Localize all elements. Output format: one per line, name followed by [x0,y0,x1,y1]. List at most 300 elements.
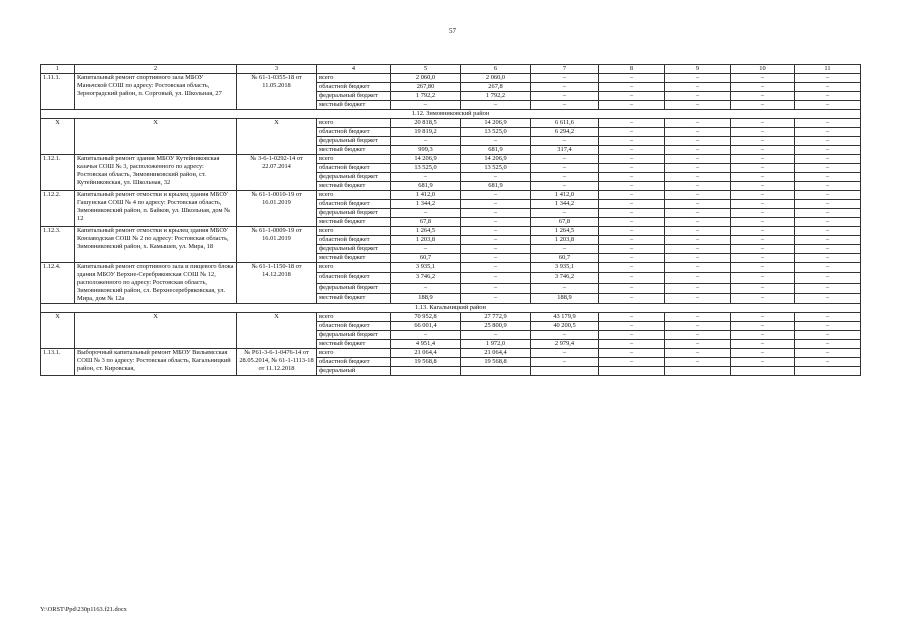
budget-source: федеральный [317,367,391,376]
budget-source: местный бюджет [317,254,391,263]
value-empty-year [665,367,731,376]
value-col6: 681,9 [461,146,531,155]
value-empty-year: – [665,155,731,164]
value-col6: – [461,331,531,340]
value-empty-year: – [795,358,861,367]
value-empty-year: – [731,191,795,200]
section-title: 1.12. Зимовниковский район [41,110,861,119]
value-total: – [391,209,461,218]
value-empty-year: – [795,74,861,83]
budget-source: областной бюджет [317,273,391,283]
value-empty-year: – [665,283,731,293]
budget-source: всего [317,119,391,128]
value-empty-year: – [665,119,731,128]
column-header: 11 [795,65,861,74]
value-col6: – [461,227,531,236]
value-empty-year [795,367,861,376]
value-total: – [391,137,461,146]
value-empty-year: – [731,218,795,227]
value-empty-year: – [665,137,731,146]
value-col7: – [531,209,599,218]
value-col6: – [461,191,531,200]
value-col7: 43 179,9 [531,313,599,322]
value-empty-year: – [731,245,795,254]
column-header: 3 [237,65,317,74]
value-col6: – [461,283,531,293]
item-name: Х [75,313,237,349]
value-empty-year: – [599,182,665,191]
value-total: 70 952,8 [391,313,461,322]
value-empty-year: – [599,191,665,200]
table-row [41,349,861,358]
item-document: № 3-6-1-0292-14 от 22.07.2014 [237,155,317,191]
value-empty-year: – [665,349,731,358]
section-row [41,110,861,119]
value-total: 67,8 [391,218,461,227]
value-empty-year: – [731,173,795,182]
value-empty-year: – [665,313,731,322]
column-header: 7 [531,65,599,74]
item-number: 1.12.3. [41,227,75,263]
column-header: 4 [317,65,391,74]
item-name: Х [75,119,237,155]
budget-source: областной бюджет [317,322,391,331]
value-empty-year: – [665,83,731,92]
value-col7: 3 746,2 [531,273,599,283]
value-empty-year: – [731,137,795,146]
value-col6: 19 568,8 [461,358,531,367]
value-col6: – [461,293,531,303]
column-header: 5 [391,65,461,74]
value-empty-year: – [599,137,665,146]
item-number: 1.12.2. [41,191,75,227]
value-empty-year: – [731,227,795,236]
column-header: 10 [731,65,795,74]
value-empty-year: – [599,155,665,164]
value-total: – [391,331,461,340]
value-empty-year: – [731,155,795,164]
value-empty-year: – [599,331,665,340]
value-empty-year: – [599,340,665,349]
value-total: 1 412,0 [391,191,461,200]
value-empty-year: – [665,92,731,101]
budget-source: федеральный бюджет [317,245,391,254]
value-empty-year: – [599,358,665,367]
value-col6: – [461,218,531,227]
section-title: 1.13. Кагальницкий район [41,304,861,313]
table-row [41,263,861,273]
value-col6: 681,9 [461,182,531,191]
item-document: № 61-1-0009-19 от 16.01.2019 [237,227,317,263]
value-empty-year: – [665,263,731,273]
value-empty-year: – [665,273,731,283]
value-empty-year: – [731,146,795,155]
item-name: Капитальный ремонт спортивного зала МБОУ Маньчской СОШ по адресу: Ростовская область, Зерноградский район, п. Сорговый, ул. Школьная, 27 [75,74,237,110]
budget-source: федеральный бюджет [317,331,391,340]
value-empty-year: – [599,200,665,209]
value-total: 21 064,4 [391,349,461,358]
value-empty-year: – [599,128,665,137]
value-col7: – [531,101,599,110]
column-header: 6 [461,65,531,74]
budget-source: федеральный бюджет [317,209,391,218]
value-col6: – [461,173,531,182]
value-total: 1 344,2 [391,200,461,209]
value-col6: – [461,263,531,273]
value-total: 19 819,2 [391,128,461,137]
item-name: Капитальный ремонт отмостки и крылец здания МБОУ Гашунская СОШ № 4 по адресу: Ростовская область, Зимовниковский район, п. Байков, ул. Школьная, дом № 12 [75,191,237,227]
section-row [41,304,861,313]
value-empty-year: – [795,293,861,303]
value-empty-year: – [665,236,731,245]
value-empty-year [731,367,795,376]
value-empty-year: – [795,164,861,173]
value-empty-year: – [665,101,731,110]
value-total: 3 746,2 [391,273,461,283]
budget-source: областной бюджет [317,358,391,367]
value-empty-year: – [731,101,795,110]
value-total: 3 935,1 [391,263,461,273]
value-total: 1 264,5 [391,227,461,236]
value-empty-year: – [599,209,665,218]
value-empty-year: – [795,128,861,137]
value-empty-year: – [731,322,795,331]
value-col6: 2 060,0 [461,74,531,83]
budget-source: местный бюджет [317,101,391,110]
value-empty-year: – [599,227,665,236]
value-empty-year: – [795,283,861,293]
budget-source: местный бюджет [317,293,391,303]
value-empty-year: – [795,191,861,200]
value-empty-year: – [731,254,795,263]
budget-source: областной бюджет [317,200,391,209]
value-empty-year: – [795,263,861,273]
budget-source: федеральный бюджет [317,173,391,182]
value-empty-year: – [795,173,861,182]
budget-source: всего [317,155,391,164]
value-empty-year: – [795,101,861,110]
value-col7 [531,367,599,376]
value-col7: – [531,283,599,293]
table-row [41,74,861,83]
value-col7: – [531,164,599,173]
value-total: – [391,283,461,293]
value-empty-year: – [795,227,861,236]
value-empty-year: – [665,340,731,349]
budget-source: всего [317,227,391,236]
value-empty-year: – [731,164,795,173]
value-empty-year: – [599,313,665,322]
value-empty-year: – [795,245,861,254]
value-empty-year: – [731,74,795,83]
item-number: 1.11.1. [41,74,75,110]
value-empty-year: – [599,349,665,358]
value-col7: 60,7 [531,254,599,263]
value-total: 19 568,8 [391,358,461,367]
budget-source: областной бюджет [317,83,391,92]
item-name: Капитальный ремонт спортивного зала и пищевого блока здания МБОУ Верхне-Серебряковская СОШ № 12, расположенного по адресу: Ростовская область, Зимовниковский район, сл. Верхнесеребряковская, ул. Мира, дом № 12а [75,263,237,304]
value-col6: 267,8 [461,83,531,92]
item-document: Х [237,313,317,349]
value-empty-year: – [795,137,861,146]
value-col7: 2 979,4 [531,340,599,349]
value-empty-year: – [795,322,861,331]
value-empty-year: – [665,128,731,137]
value-total [391,367,461,376]
value-col7: 1 344,2 [531,200,599,209]
value-empty-year: – [665,191,731,200]
budget-source: областной бюджет [317,164,391,173]
value-col7: 3 935,1 [531,263,599,273]
column-header: 8 [599,65,665,74]
value-empty-year: – [795,182,861,191]
value-empty-year [599,367,665,376]
value-total: – [391,101,461,110]
budget-source: областной бюджет [317,128,391,137]
table-row [41,313,861,322]
value-col6: 1 972,0 [461,340,531,349]
value-empty-year: – [665,182,731,191]
value-empty-year: – [665,358,731,367]
value-empty-year: – [599,293,665,303]
value-empty-year: – [599,236,665,245]
value-total: 188,9 [391,293,461,303]
value-empty-year: – [599,283,665,293]
item-document: № 61-1-0355-18 от 11.05.2018 [237,74,317,110]
value-col7: – [531,349,599,358]
value-empty-year: – [731,200,795,209]
budget-source: местный бюджет [317,146,391,155]
value-total: – [391,245,461,254]
value-empty-year: – [599,322,665,331]
value-total: 999,3 [391,146,461,155]
item-document: № 61-1-0010-19 от 16.01.2019 [237,191,317,227]
value-col7: 67,8 [531,218,599,227]
value-col7: 1 203,8 [531,236,599,245]
table-row [41,119,861,128]
value-empty-year: – [731,236,795,245]
value-empty-year: – [795,349,861,358]
page-number: 57 [449,27,456,35]
value-empty-year: – [665,173,731,182]
value-empty-year: – [665,227,731,236]
value-empty-year: – [599,146,665,155]
value-empty-year: – [599,218,665,227]
value-col7: 317,4 [531,146,599,155]
budget-source: всего [317,313,391,322]
column-header: 9 [665,65,731,74]
value-empty-year: – [599,101,665,110]
value-col6: 21 064,4 [461,349,531,358]
value-empty-year: – [599,92,665,101]
budget-source: местный бюджет [317,182,391,191]
value-empty-year: – [795,200,861,209]
value-col7: – [531,92,599,101]
table-body [41,74,861,376]
value-empty-year: – [731,293,795,303]
value-col6: 27 772,9 [461,313,531,322]
value-empty-year: – [731,331,795,340]
value-empty-year: – [731,92,795,101]
value-empty-year: – [665,200,731,209]
budget-source: всего [317,349,391,358]
value-empty-year: – [795,313,861,322]
value-empty-year: – [665,218,731,227]
value-empty-year: – [665,322,731,331]
value-empty-year: – [795,236,861,245]
table-row [41,191,861,200]
value-empty-year: – [731,209,795,218]
value-empty-year: – [731,273,795,283]
value-empty-year: – [665,164,731,173]
value-empty-year: – [731,128,795,137]
file-path-footer: Y:\ORST\Ppd\230p1163.f21.docx [40,606,127,613]
value-empty-year: – [795,273,861,283]
value-col6: – [461,200,531,209]
value-col7: – [531,137,599,146]
value-empty-year: – [731,340,795,349]
item-number: 1.12.4. [41,263,75,304]
value-col7: – [531,182,599,191]
value-col7: – [531,155,599,164]
value-empty-year: – [795,83,861,92]
value-empty-year: – [665,146,731,155]
value-empty-year: – [795,155,861,164]
item-name: Выборочный капитальный ремонт МБОУ Вильямсская СОШ № 3 по адресу: Ростовская область, Кагальницкий район, ст. Кировская, [75,349,237,376]
value-col6: – [461,254,531,263]
value-col6: 13 525,0 [461,164,531,173]
value-col6: – [461,137,531,146]
value-empty-year: – [599,273,665,283]
value-empty-year: – [665,293,731,303]
value-col7: – [531,83,599,92]
value-total: 1 792,2 [391,92,461,101]
value-total: 20 818,5 [391,119,461,128]
value-total: – [391,173,461,182]
value-col7: – [531,245,599,254]
budget-source: всего [317,263,391,273]
value-col7: 6 611,6 [531,119,599,128]
value-empty-year: – [795,331,861,340]
budget-source: местный бюджет [317,340,391,349]
item-number: 1.12.1. [41,155,75,191]
value-total: 1 203,8 [391,236,461,245]
value-empty-year: – [665,209,731,218]
value-total: 14 206,9 [391,155,461,164]
value-empty-year: – [599,173,665,182]
value-empty-year: – [795,340,861,349]
value-col6: – [461,209,531,218]
item-document: № Р61-3-6-1-0476-14 от 28.05.2014, № 61-1-1113-18 от 11.12.2018 [237,349,317,376]
value-col6: – [461,101,531,110]
value-empty-year: – [599,254,665,263]
value-empty-year: – [795,254,861,263]
table-row [41,155,861,164]
value-total: 4 951,4 [391,340,461,349]
value-total: 681,9 [391,182,461,191]
value-empty-year: – [599,164,665,173]
column-header: 1 [41,65,75,74]
value-col7: 188,9 [531,293,599,303]
value-empty-year: – [731,358,795,367]
value-col6: 14 206,9 [461,119,531,128]
value-empty-year: – [795,146,861,155]
value-empty-year: – [731,182,795,191]
item-name: Капитальный ремонт здания МБОУ Кутейниковская казачья СОШ № 3, расположенного по адресу: Ростовская область, Зимовниковский район, ст. Кутейниковская, ул. Школьная, 32 [75,155,237,191]
value-total: 13 525,0 [391,164,461,173]
value-col6: – [461,245,531,254]
value-col6: – [461,273,531,283]
budget-source: всего [317,74,391,83]
value-empty-year: – [665,74,731,83]
value-col7: – [531,331,599,340]
value-empty-year: – [795,209,861,218]
value-col6 [461,367,531,376]
value-empty-year: – [795,119,861,128]
value-empty-year: – [731,349,795,358]
budget-table [40,64,861,376]
value-col7: 40 200,5 [531,322,599,331]
item-document: Х [237,119,317,155]
budget-source: федеральный бюджет [317,137,391,146]
budget-source: федеральный бюджет [317,283,391,293]
value-col6: 1 792,2 [461,92,531,101]
value-empty-year: – [599,74,665,83]
value-empty-year: – [731,119,795,128]
value-empty-year: – [731,313,795,322]
value-col6: 14 206,9 [461,155,531,164]
value-empty-year: – [665,254,731,263]
value-empty-year: – [665,331,731,340]
value-total: 2 060,0 [391,74,461,83]
value-empty-year: – [795,92,861,101]
column-header: 2 [75,65,237,74]
budget-source: местный бюджет [317,218,391,227]
value-total: 60,7 [391,254,461,263]
header-row [41,65,861,74]
value-empty-year: – [795,218,861,227]
value-empty-year: – [731,283,795,293]
value-empty-year: – [665,245,731,254]
value-col7: – [531,358,599,367]
value-total: 267,80 [391,83,461,92]
value-empty-year: – [599,263,665,273]
value-empty-year: – [599,83,665,92]
value-col7: 6 294,2 [531,128,599,137]
budget-source: федеральный бюджет [317,92,391,101]
value-empty-year: – [599,245,665,254]
item-document: № 61-1-1150-18 от 14.12.2018 [237,263,317,304]
value-empty-year: – [599,119,665,128]
item-number: 1.13.1. [41,349,75,376]
item-name: Капитальный ремонт отмостки и крылец здания МБОУ Конзаводская СОШ № 2 по адресу: Ростовская область, Зимовниковский район, х. Камышев, ул. Мира, 18 [75,227,237,263]
item-number: Х [41,119,75,155]
value-empty-year: – [731,263,795,273]
value-empty-year: – [731,83,795,92]
value-col7: – [531,74,599,83]
value-col6: – [461,236,531,245]
value-col7: 1 264,5 [531,227,599,236]
value-col6: 25 800,9 [461,322,531,331]
value-col7: 1 412,0 [531,191,599,200]
budget-source: всего [317,191,391,200]
table-row [41,227,861,236]
budget-source: областной бюджет [317,236,391,245]
item-number: Х [41,313,75,349]
value-total: 66 001,4 [391,322,461,331]
value-col7: – [531,173,599,182]
value-col6: 13 525,0 [461,128,531,137]
